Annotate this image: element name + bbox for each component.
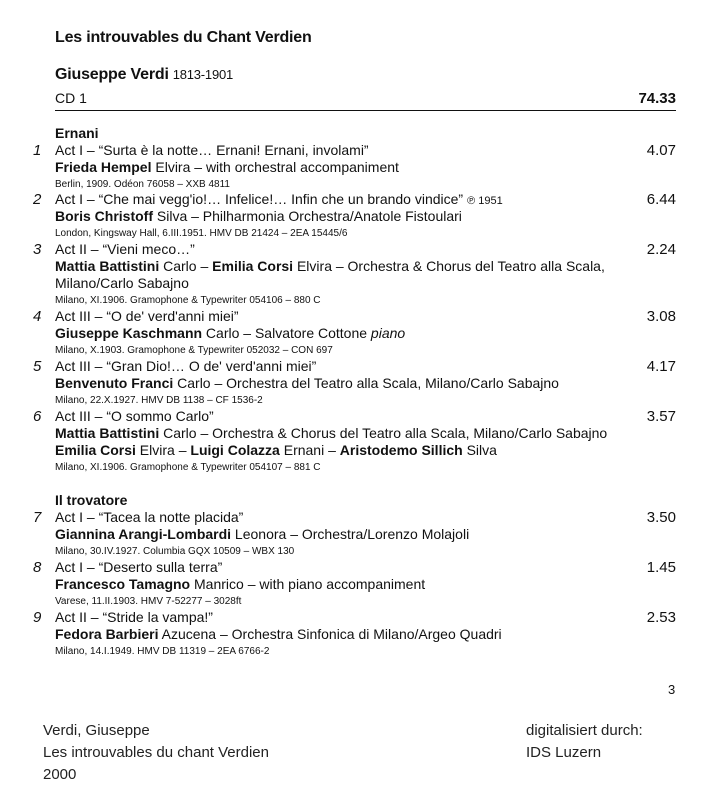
performer-detail: Azucena – Orchestra Sinfonica di Milano/Argeo Quadri — [158, 626, 502, 642]
footer-author: Verdi, Giuseppe — [43, 722, 150, 739]
track-title-text: Act III – “Gran Dio!… O de' verd'anni miei” — [55, 358, 317, 374]
performer-detail: Carlo – Salvatore Cottone — [202, 325, 371, 341]
track-performers — [55, 526, 685, 543]
track-title — [55, 241, 195, 257]
performer-line — [55, 576, 685, 593]
performer-detail: Silva – Philharmonia Orchestra/Anatole Fistoulari — [153, 208, 462, 224]
track-duration: 3.08 — [646, 308, 676, 325]
track-performers — [55, 375, 685, 392]
recording-info: Milano, 22.X.1927. HMV DB 1138 – CF 1536-2 — [55, 395, 263, 406]
recording-info: Varese, 11.II.1903. HMV 7-52277 – 3028ft — [55, 596, 242, 607]
performer-line — [55, 425, 685, 442]
track-duration: 3.57 — [646, 408, 676, 425]
track-title — [55, 191, 503, 207]
track-number: 2 — [33, 191, 42, 208]
performer-detail: Elvira – — [135, 442, 191, 458]
performer-line — [55, 159, 685, 176]
performer-line — [55, 208, 685, 225]
cd-divider — [55, 110, 676, 111]
track-title-text: Act II – “Vieni meco…” — [55, 241, 195, 257]
performer-name: Francesco Tamagno — [55, 576, 191, 592]
recording-info: Milano, XI.1906. Gramophone & Typewriter 054106 – 880 C — [55, 295, 321, 306]
performer-line — [55, 526, 685, 543]
performer-detail: Leonora – Orchestra/Lorenzo Molajoli — [231, 526, 470, 542]
performer-name: Emilia Corsi — [212, 258, 294, 274]
series-title: Les introuvables du Chant Verdien — [55, 29, 312, 46]
performer-detail: Elvira – with orchestral accompaniment — [151, 159, 399, 175]
performer-name: Fedora Barbieri — [55, 626, 159, 642]
track-title — [55, 142, 369, 158]
performer-name: Boris Christoff — [55, 208, 153, 224]
track-title — [55, 408, 214, 424]
performer-name: Benvenuto Franci — [55, 375, 174, 391]
performer-name: Luigi Colazza — [190, 442, 280, 458]
track-performers — [55, 576, 685, 593]
performer-line — [55, 442, 685, 459]
track-title — [55, 609, 213, 625]
track-title — [55, 358, 316, 374]
track-title — [55, 559, 222, 575]
track-title-text: Act I – “Tacea la notte placida” — [55, 509, 244, 525]
track-title-text: Act I – “Surta è la notte… Ernani! Ernani, involami” — [55, 142, 369, 158]
opera-title-trovatore: Il trovatore — [55, 492, 128, 508]
footer-year: 2000 — [43, 766, 77, 783]
performer-detail: Silva — [462, 442, 497, 458]
composer-heading — [55, 66, 233, 84]
performer-detail: Manrico – with piano accompaniment — [190, 576, 426, 592]
track-performers — [55, 258, 685, 292]
composer-name: Giuseppe Verdi — [55, 66, 169, 83]
performer-name: Aristodemo Sillich — [339, 442, 463, 458]
footer-digitization-info — [526, 720, 643, 764]
performer-detail: Milano/Carlo Sabajno — [55, 275, 189, 291]
cd-label: CD 1 — [55, 90, 87, 106]
performer-detail: Carlo – Orchestra del Teatro alla Scala, Milano/Carlo Sabajno — [173, 375, 559, 391]
track-title-text: Act III – “O de' verd'anni miei” — [55, 308, 239, 324]
footer-digitized-by-name: IDS Luzern — [526, 744, 602, 761]
track-title-text: Act II – “Stride la vampa!” — [55, 609, 213, 625]
track-number: 1 — [33, 142, 42, 159]
footer-title: Les introuvables du chant Verdien — [43, 744, 269, 761]
opera-title-ernani: Ernani — [55, 125, 99, 141]
performer-line — [55, 325, 685, 342]
cd-total-duration: 74.33 — [638, 90, 676, 107]
track-duration: 3.50 — [646, 509, 676, 526]
performer-line — [55, 275, 685, 292]
performer-name: Giuseppe Kaschmann — [55, 325, 203, 341]
performer-name: Giannina Arangi-Lombardi — [55, 526, 232, 542]
page-number: 3 — [668, 682, 676, 697]
track-duration: 1.45 — [646, 559, 676, 576]
track-duration: 4.17 — [646, 358, 676, 375]
track-number: 7 — [33, 509, 42, 526]
performer-name: Mattia Battistini — [55, 258, 160, 274]
track-number: 4 — [33, 308, 42, 325]
recording-info: Milano, XI.1906. Gramophone & Typewriter 054107 – 881 C — [55, 462, 321, 473]
track-title-text: Act I – “Che mai vegg'io!… Infelice!… Infin che un brando vindice” — [55, 191, 464, 207]
recording-info: Berlin, 1909. Odéon 76058 – XXB 4811 — [55, 179, 230, 190]
track-title — [55, 308, 239, 324]
performer-name: Emilia Corsi — [55, 442, 136, 458]
performer-detail: piano — [370, 325, 406, 341]
performer-detail: Ernani – — [279, 442, 340, 458]
track-number: 3 — [33, 241, 42, 258]
track-title-text: Act I – “Deserto sulla terra” — [55, 559, 223, 575]
footer-digitized-by-label: digitalisiert durch: — [526, 722, 643, 739]
performer-name: Frieda Hempel — [55, 159, 152, 175]
performer-detail: Carlo – Orchestra & Chorus del Teatro alla Scala, Milano/Carlo Sabajno — [159, 425, 608, 441]
footer-catalog-info — [43, 720, 269, 786]
track-duration: 2.53 — [646, 609, 676, 626]
recording-year: ℗ 1951 — [467, 195, 503, 207]
track-duration: 6.44 — [646, 191, 676, 208]
track-number: 6 — [33, 408, 42, 425]
track-number: 8 — [33, 559, 42, 576]
track-number: 5 — [33, 358, 42, 375]
performer-detail: Carlo – — [159, 258, 213, 274]
composer-years: 1813-1901 — [172, 67, 234, 82]
track-number: 9 — [33, 609, 42, 626]
recording-info: London, Kingsway Hall, 6.III.1951. HMV DB 21424 – 2EA 15445/6 — [55, 228, 348, 239]
track-performers — [55, 159, 685, 176]
performer-line — [55, 626, 685, 643]
performer-detail: Elvira – Orchestra & Chorus del Teatro alla Scala, — [293, 258, 605, 274]
performer-line — [55, 258, 685, 275]
recording-info: Milano, 14.I.1949. HMV DB 11319 – 2EA 6766-2 — [55, 646, 270, 657]
track-performers — [55, 208, 685, 225]
track-performers — [55, 626, 685, 643]
performer-line — [55, 375, 685, 392]
track-title — [55, 509, 243, 525]
track-performers — [55, 425, 685, 459]
track-title-text: Act III – “O sommo Carlo” — [55, 408, 214, 424]
performer-name: Mattia Battistini — [55, 425, 160, 441]
track-duration: 2.24 — [646, 241, 676, 258]
recording-info: Milano, 30.IV.1927. Columbia GQX 10509 – WBX 130 — [55, 546, 295, 557]
track-duration: 4.07 — [646, 142, 676, 159]
track-performers — [55, 325, 685, 342]
recording-info: Milano, X.1903. Gramophone & Typewriter 052032 – CON 697 — [55, 345, 333, 356]
cd-header — [55, 90, 676, 110]
